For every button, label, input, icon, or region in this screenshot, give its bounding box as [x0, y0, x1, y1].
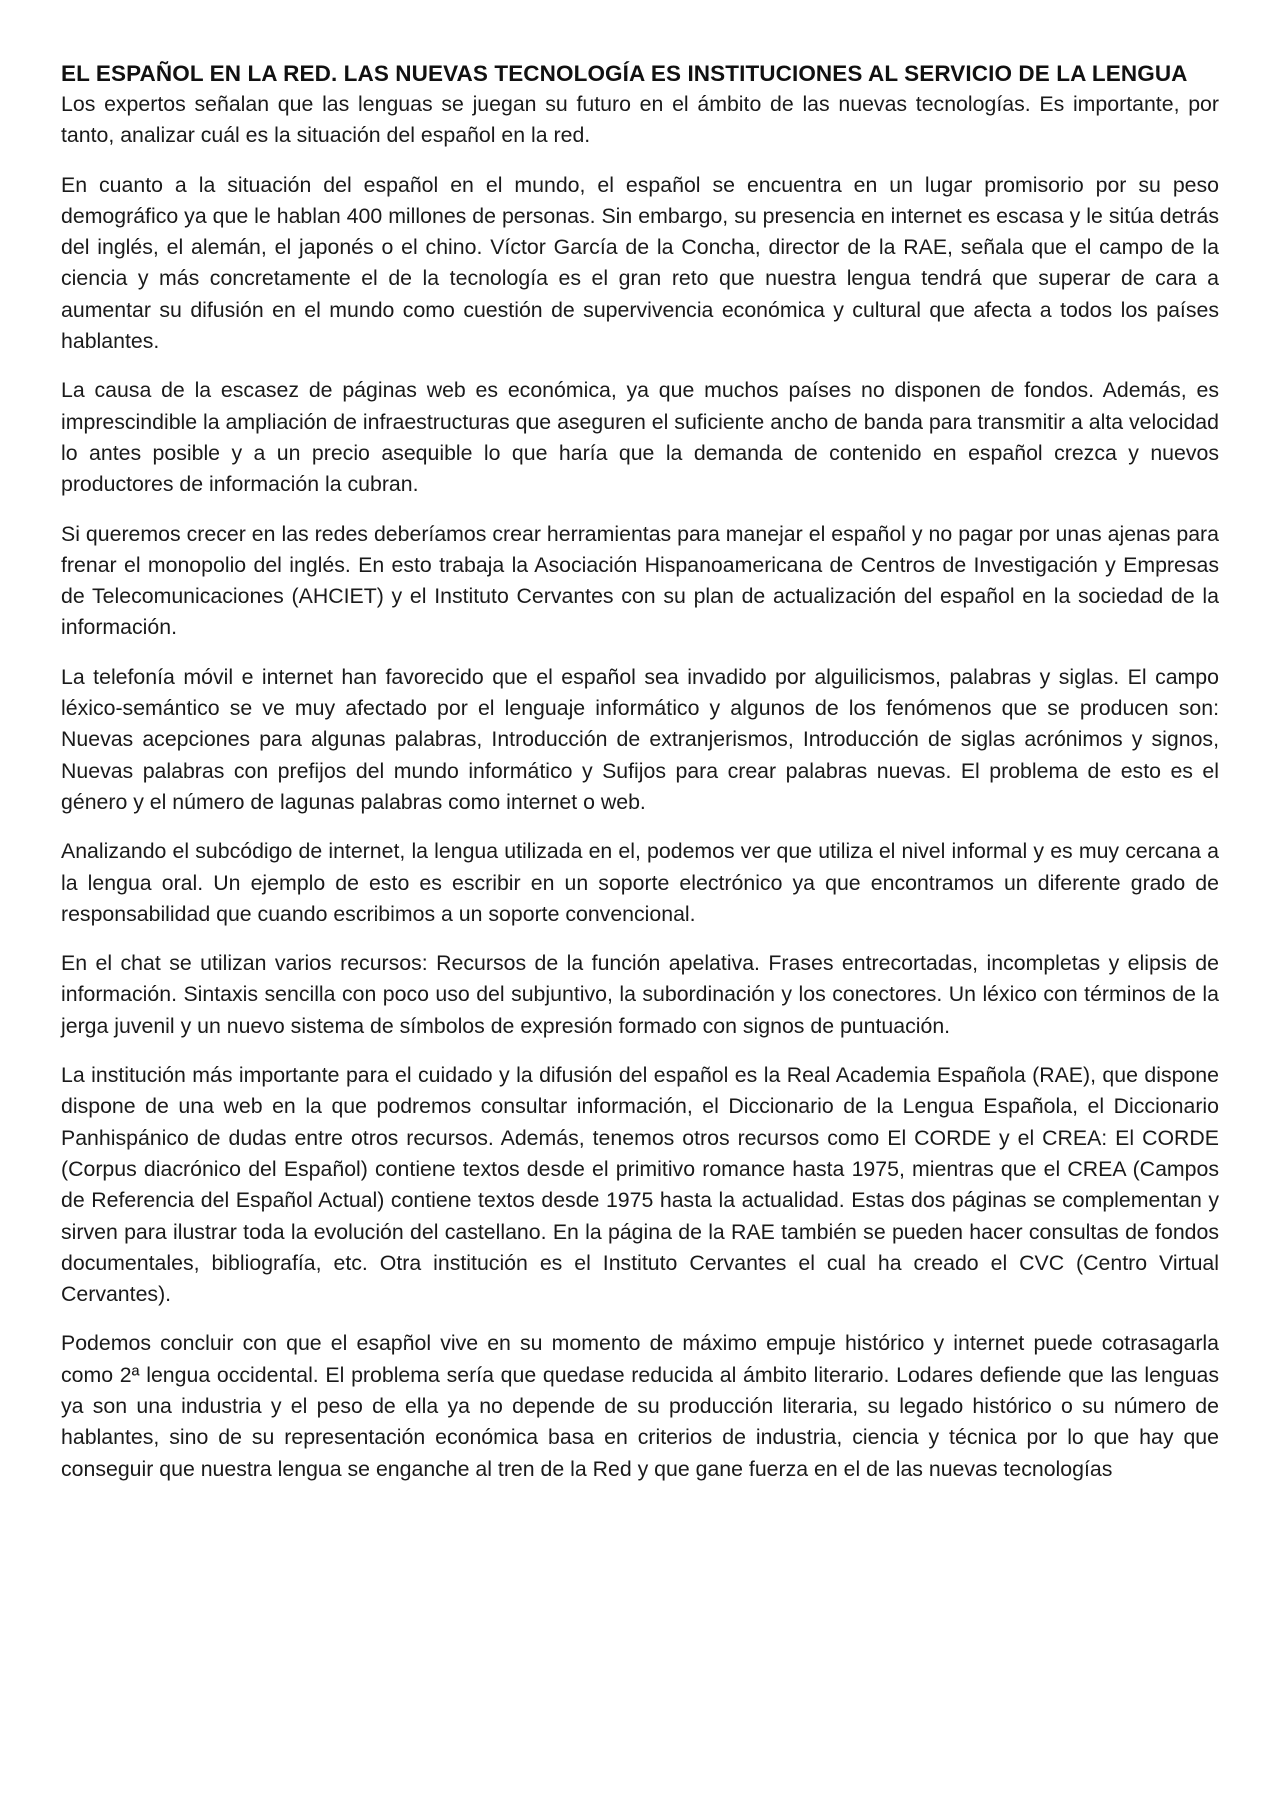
paragraph-1: Los expertos señalan que las lenguas se juegan su futuro en el ámbito de las nuevas tecnologías. Es importante, por tanto, analizar cuál es la situación del español en la red.	[61, 92, 1219, 148]
paragraph-9: Podemos concluir con que el esapñol vive en su momento de máximo empuje histórico y internet puede cotrasagarla como 2ª lengua occidental. El problema sería que quedase reducida al ámbito literario. Lodares defiende que las lenguas ya son una industria y el peso de ella ya no depende de su producción literaria, su legado histórico o su número de hablantes, sino de su representación económica basa en criterios de industria, ciencia y técnica por lo que hay que conseguir que nuestra lengua se enganche al tren de la Red y que gane fuerza en el de las nuevas tecnologías	[61, 1331, 1219, 1481]
paragraph-3: La causa de la escasez de páginas web es económica, ya que muchos países no disponen de fondos. Además, es imprescindible la ampliación de infraestructuras que aseguren el suficiente ancho de banda para transmitir a alta velocidad lo antes posible y a un precio asequible lo que haría que la demanda de contenido en español crezca y nuevos productores de información la cubran.	[61, 378, 1219, 497]
paragraph-8: La institución más importante para el cuidado y la difusión del español es la Real Academia Española (RAE), que dispone dispone de una web en la que podremos consultar información, el Diccionario de la Lengua Española, el Diccionario Panhispánico de dudas entre otros recursos. Además, tenemos otros recursos como El CORDE y el CREA: El CORDE (Corpus diacrónico del Español) contiene textos desde el primitivo romance hasta 1975, mientras que el CREA (Campos de Referencia del Español Actual) contiene textos desde 1975 hasta la actualidad. Estas dos páginas se complementan y sirven para ilustrar toda la evolución del castellano. En la página de la RAE también se pueden hacer consultas de fondos documentales, bibliografía, etc. Otra institución es el Instituto Cervantes el cual ha creado el CVC (Centro Virtual Cervantes).	[61, 1063, 1219, 1307]
paragraph-4: Si queremos crecer en las redes deberíamos crear herramientas para manejar el español y no pagar por unas ajenas para frenar el monopolio del inglés. En esto trabaja la Asociación Hispanoamericana de Centros de Investigación y Empresas de Telecomunicaciones (AHCIET) y el Instituto Cervantes con su plan de actualización del español en la sociedad de la información.	[61, 521, 1219, 640]
paragraph-6: Analizando el subcódigo de internet, la lengua utilizada en el, podemos ver que utiliza el nivel informal y es muy cercana a la lengua oral. Un ejemplo de esto es escribir en un soporte electrónico ya que encontramos un diferente grado de responsabilidad que cuando escribimos a un soporte convencional.	[61, 839, 1219, 926]
paragraph-7: En el chat se utilizan varios recursos: Recursos de la función apelativa. Frases entrecortadas, incompletas y elipsis de información. Sintaxis sencilla con poco uso del subjuntivo, la subordinación y los conectores. Un léxico con términos de la jerga juvenil y un nuevo sistema de símbolos de expresión formado con signos de puntuación.	[61, 951, 1219, 1038]
paragraph-5: La telefonía móvil e internet han favorecido que el español sea invadido por alguilicismos, palabras y siglas. El campo léxico-semántico se ve muy afectado por el lenguaje informático y algunos de los fenómenos que se producen son: Nuevas acepciones para algunas palabras, Introducción de extranjerismos, Introducción de siglas acrónimos y signos, Nuevas palabras con prefijos del mundo informático y Sufijos para crear palabras nuevas. El problema de esto es el género y el número de lagunas palabras como internet o web.	[61, 664, 1219, 814]
paragraph-2: En cuanto a la situación del español en el mundo, el español se encuentra en un lugar promisorio por su peso demográfico ya que le hablan 400 millones de personas. Sin embargo, su presencia en internet es escasa y le sitúa detrás del inglés, el alemán, el japonés o el chino. Víctor García de la Concha, director de la RAE, señala que el campo de la ciencia y más concretamente el de la tecnología es el gran reto que nuestra lengua tendrá que superar de cara a aumentar su difusión en el mundo como cuestión de supervivencia económica y cultural que afecta a todos los países hablantes.	[61, 172, 1219, 354]
document-title: EL ESPAÑOL EN LA RED. LAS NUEVAS TECNOLOGÍA ES INSTITUCIONES AL SERVICIO DE LA LENGUA	[61, 61, 1188, 86]
